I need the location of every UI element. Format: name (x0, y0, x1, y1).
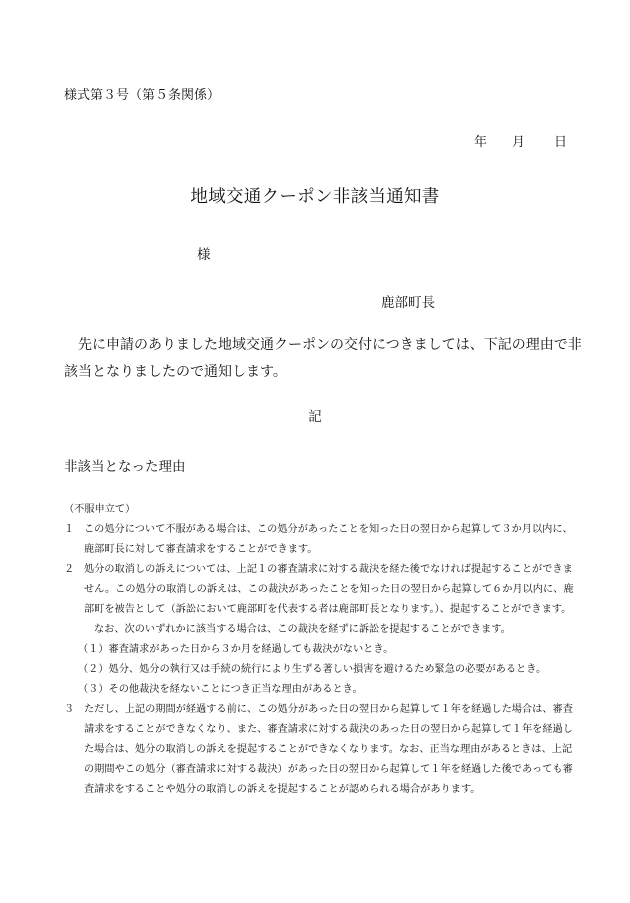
reason-heading: 非該当となった理由 (64, 459, 186, 475)
appeal-subitem-3: （３）その他裁決を経ないことにつき正当な理由があるとき。 (78, 684, 363, 695)
appeal-subitem-2: （２）処分、処分の執行又は手続の続行により生ずる著しい損害を避けるため緊急の必要があるとき。 (78, 664, 547, 675)
appeal-item-3 (64, 700, 579, 800)
appeal-item-3-number: ３ (64, 704, 75, 715)
appeal-item-2 (64, 560, 579, 620)
appeal-heading: （不服申立て） (64, 504, 136, 515)
appeal-item-3-text: ただし、上記の期間が経過する前に、この処分があった日の翌日から起算して１年を経過した場合は、審査請求をすることができなくなり、また、審査請求に対する裁決のあった日の翌日から起算して１年を経過した場合は、処分の取消しの訴えを提起することができなくなります。なお、正当な理由があるときは、上記の期間やこの処分（審査請求に対する裁決）があった日の翌日から起算して１年を経過した後であっても審査請求をすることや処分の取消しの訴えを提起することが認められる場合があります。 (84, 704, 573, 795)
appeal-item-2-number: ２ (64, 564, 75, 575)
appeal-item-1 (64, 520, 579, 560)
appeal-subitem-1: （１）審査請求があった日から３か月を経過しても裁決がないとき。 (78, 644, 394, 655)
document-title: 地域交通クーポン非該当通知書 (190, 187, 440, 207)
appeal-item-1-text: この処分について不服がある場合は、この処分があったことを知った日の翌日から起算して３か月以内に、鹿部町長に対して審査請求をすることができます。 (84, 524, 573, 555)
date-month-label: 月 (512, 135, 526, 150)
form-number: 様式第３号（第５条関係） (64, 88, 221, 103)
date-year-label: 年 (474, 135, 488, 150)
issuer-name: 鹿部町長 (381, 295, 435, 311)
recipient-suffix: 様 (197, 247, 211, 263)
appeal-item-1-number: １ (64, 524, 75, 535)
notice-body: 先に申請のありました地域交通クーポンの交付につきましては、下記の理由で非該当となりましたので通知します。 (64, 337, 582, 380)
ki-marker: 記 (308, 409, 322, 425)
appeal-section (64, 500, 579, 800)
appeal-item-2-text: 処分の取消しの訴えについては、上記１の審査請求に対する裁決を経た後でなければ提起することができません。この処分の取消しの訴えは、この裁決があったことを知った日の翌日から起算して６か月以内に、鹿部町を被告として（訴訟において鹿部町を代表する者は鹿部町長となります。）、提起することができます。 (84, 564, 574, 615)
date-day-label: 日 (554, 135, 568, 150)
appeal-item-2-note: なお、次のいずれかに該当する場合は、この裁決を経ずに訴訟を提起することができます。 (94, 624, 511, 635)
